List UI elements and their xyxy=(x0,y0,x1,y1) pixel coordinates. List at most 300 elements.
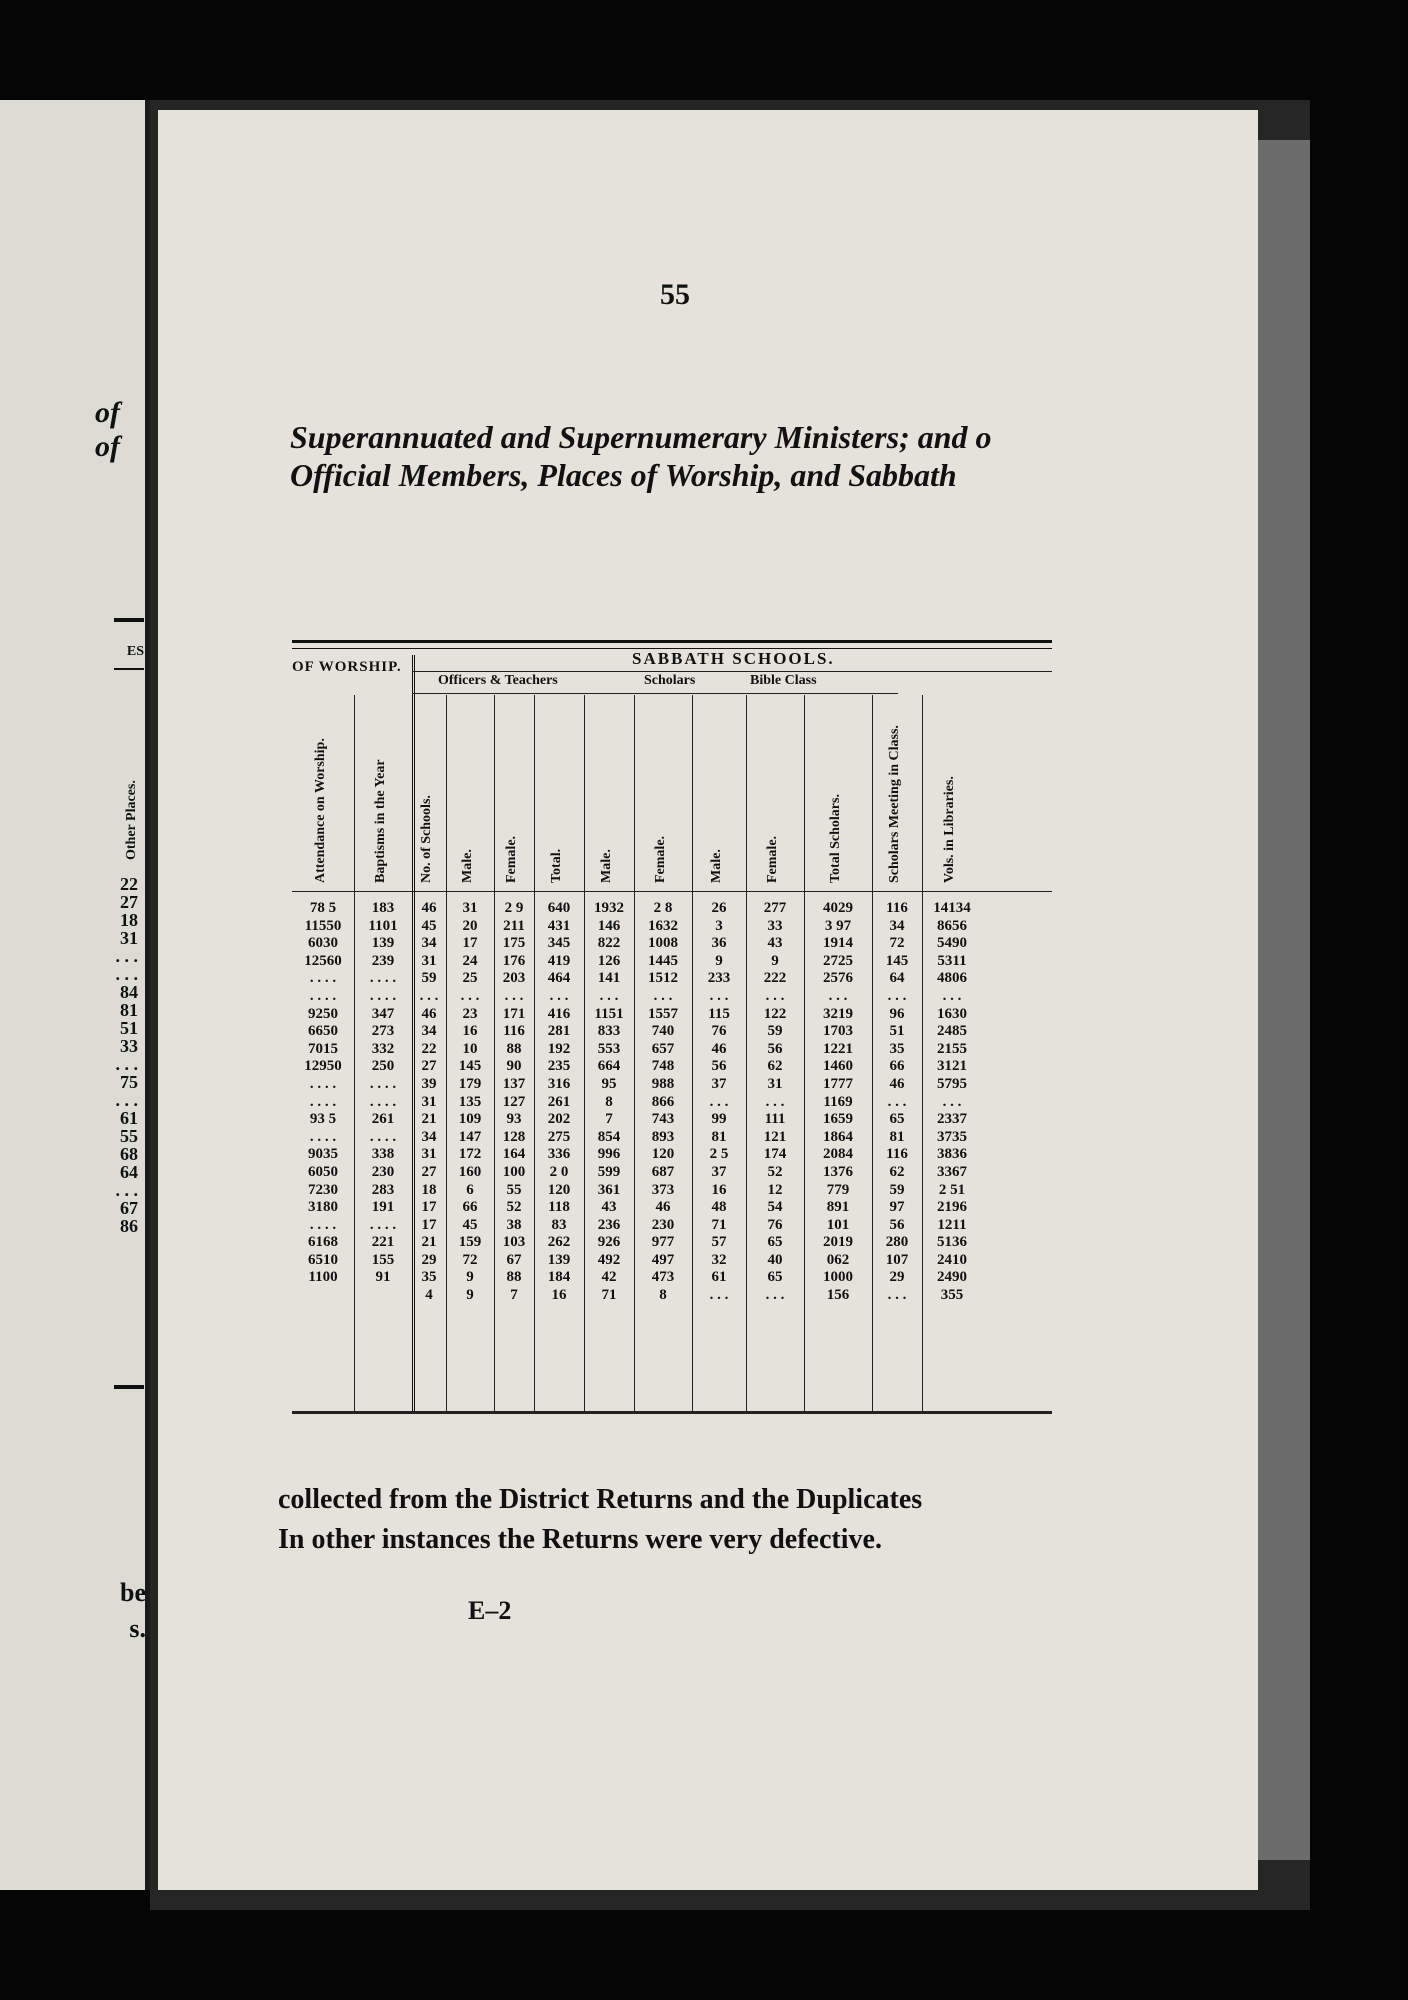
table-cell: 833 xyxy=(597,1023,621,1040)
left-value: 51 xyxy=(120,1018,138,1038)
column-header: Male. xyxy=(599,849,614,883)
table-cell: 1445 xyxy=(648,952,678,969)
table-cell: 2485 xyxy=(937,1023,967,1040)
table-cell: 46 xyxy=(421,900,437,916)
table-cell: 46 xyxy=(889,1075,905,1092)
table-cell: 6650 xyxy=(308,1023,338,1040)
table-cell: 262 xyxy=(547,1234,571,1251)
table-cell: 100 xyxy=(502,1163,526,1180)
column-header: Scholars Meeting in Class. xyxy=(887,725,902,883)
table-cell: 31 xyxy=(421,952,437,969)
table-cell: 31 xyxy=(421,1146,437,1163)
table-cell: 2155 xyxy=(937,1040,967,1057)
table-cell: 139 xyxy=(371,935,395,952)
table-cell: 062 xyxy=(826,1251,850,1268)
table-cell: 3836 xyxy=(937,1146,967,1163)
table-cell: 1211 xyxy=(937,1216,967,1233)
subheader-scholars: Scholars xyxy=(644,673,696,688)
table-cell: 3735 xyxy=(937,1128,967,1145)
table-cell: 3 97 xyxy=(824,917,852,934)
table-cell: 91 xyxy=(375,1269,391,1286)
table-cell: 250 xyxy=(371,1058,395,1075)
group-header-worship: OF WORSHIP. xyxy=(292,659,402,675)
left-value: 18 xyxy=(120,910,138,930)
table-cell: 1460 xyxy=(823,1058,853,1075)
column-header: Male. xyxy=(709,849,724,883)
table-cell: 211 xyxy=(503,917,525,934)
table-cell: 497 xyxy=(651,1251,675,1268)
table-cell: 9 xyxy=(466,1269,474,1286)
table-cell: 4 xyxy=(425,1287,433,1304)
table-cell: 492 xyxy=(597,1251,621,1268)
table-cell: . . . . xyxy=(369,1128,397,1145)
column-values xyxy=(354,900,412,1287)
table-cell: 10 xyxy=(462,1040,478,1057)
table-cell: 192 xyxy=(547,1040,571,1057)
table-cell: 2019 xyxy=(823,1234,853,1251)
table-cell: 640 xyxy=(547,900,571,916)
table-cell: . . . . xyxy=(369,1216,397,1233)
table-cell: 72 xyxy=(889,935,905,952)
column-header: Female. xyxy=(653,835,668,883)
table-cell: 61 xyxy=(711,1269,727,1286)
table-cell: 12950 xyxy=(304,1058,342,1075)
table-cell: 239 xyxy=(371,952,395,969)
table-cell: 5311 xyxy=(937,952,967,969)
table-cell: 116 xyxy=(886,900,908,916)
table-cell: 854 xyxy=(597,1128,621,1145)
table-cell: 64 xyxy=(889,970,905,987)
table-cell: 822 xyxy=(597,935,621,952)
table-cell: 16 xyxy=(462,1023,478,1040)
column-values xyxy=(494,900,534,1305)
group-header-sabbath: SABBATH SCHOOLS. xyxy=(632,649,835,668)
table-cell: 52 xyxy=(767,1163,783,1180)
table-cell: 261 xyxy=(371,1111,395,1128)
table-cell: 183 xyxy=(371,900,395,916)
table-cell: 1632 xyxy=(648,917,678,934)
table-cell: 235 xyxy=(547,1058,571,1075)
table-cell: 93 5 xyxy=(309,1111,337,1128)
table-cell: . . . xyxy=(504,987,524,1004)
table-cell: 16 xyxy=(551,1287,567,1304)
table-cell: 12560 xyxy=(304,952,342,969)
table-cell: 1777 xyxy=(823,1075,853,1092)
left-value: 68 xyxy=(120,1144,138,1164)
table-cell: 891 xyxy=(826,1199,850,1216)
column-values xyxy=(692,900,746,1305)
column-header: Attendance on Worship. xyxy=(313,738,328,883)
table-cell: 155 xyxy=(371,1251,395,1268)
left-value: 27 xyxy=(120,892,138,912)
table-cell: 1008 xyxy=(648,935,678,952)
table-cell: 139 xyxy=(547,1251,571,1268)
table-cell: 56 xyxy=(889,1216,905,1233)
table-cell: 687 xyxy=(651,1163,675,1180)
table-cell: 72 xyxy=(462,1251,478,1268)
left-rule-2 xyxy=(114,668,144,670)
table-cell: 4029 xyxy=(823,900,853,916)
left-value: 84 xyxy=(120,982,138,1002)
left-value: . . . xyxy=(115,1090,138,1110)
left-value: 33 xyxy=(120,1036,138,1056)
table-cell: 1100 xyxy=(308,1269,338,1286)
table-cell: 2410 xyxy=(937,1251,967,1268)
column-values xyxy=(412,900,446,1305)
table-cell: 21 xyxy=(421,1111,437,1128)
table-cell: 62 xyxy=(767,1058,783,1075)
table-cell: 419 xyxy=(547,952,571,969)
table-cell: 203 xyxy=(502,970,526,987)
table-cell: 57 xyxy=(711,1234,727,1251)
table-cell: 3 xyxy=(715,917,723,934)
table-cell: 281 xyxy=(547,1023,571,1040)
subheader-bible-class: Bible Class xyxy=(750,673,817,688)
table-cell: 2 5 xyxy=(709,1146,729,1163)
table-cell: 146 xyxy=(597,917,621,934)
table-cell: 54 xyxy=(767,1199,783,1216)
table-cell: 34 xyxy=(889,917,905,934)
table-cell: 222 xyxy=(763,970,787,987)
table-cell: 31 xyxy=(462,900,478,916)
table-cell: 137 xyxy=(502,1075,526,1092)
table-cell: 40 xyxy=(767,1251,783,1268)
table-cell: 275 xyxy=(547,1128,571,1145)
table-cell: 175 xyxy=(502,935,526,952)
table-cell: 664 xyxy=(597,1058,621,1075)
footnote-line-1: collected from the District Returns and the Duplicates xyxy=(278,1484,923,1515)
table-cell: . . . . xyxy=(309,1216,337,1233)
table-cell: 56 xyxy=(767,1040,783,1057)
table-cell: 2196 xyxy=(937,1199,967,1216)
table-cell: 18 xyxy=(421,1181,437,1198)
table-cell: 22 xyxy=(421,1040,437,1057)
table-cell: 96 xyxy=(889,1005,905,1022)
table-cell: 156 xyxy=(826,1287,850,1304)
table-bottom-rule xyxy=(292,1411,1052,1414)
table-cell: 11550 xyxy=(304,917,342,934)
table-cell: 35 xyxy=(421,1269,437,1286)
title-line-1: Superannuated and Supernumerary Ministers; and o xyxy=(290,419,992,455)
column-values xyxy=(804,900,872,1305)
table-cell: 95 xyxy=(601,1075,617,1092)
table-cell: 103 xyxy=(502,1234,526,1251)
table-cell: 1557 xyxy=(648,1005,678,1022)
table-cell: 120 xyxy=(651,1146,675,1163)
table-cell: 46 xyxy=(655,1199,671,1216)
table-cell: 71 xyxy=(711,1216,727,1233)
table-cell: 1169 xyxy=(823,1093,853,1110)
table-cell: 748 xyxy=(651,1058,675,1075)
table-cell: 2 51 xyxy=(938,1181,966,1198)
left-column-values xyxy=(98,875,138,1235)
column-header: Female. xyxy=(765,835,780,883)
table-cell: 174 xyxy=(763,1146,787,1163)
table-cell: . . . xyxy=(709,1093,729,1110)
table-cell: 141 xyxy=(597,970,621,987)
table-cell: 25 xyxy=(462,970,478,987)
table-cell: 4806 xyxy=(937,970,967,987)
table-cell: 361 xyxy=(597,1181,621,1198)
table-cell: 45 xyxy=(421,917,437,934)
table-cell: 6510 xyxy=(308,1251,338,1268)
table-cell: 473 xyxy=(651,1269,675,1286)
left-value: . . . xyxy=(115,964,138,984)
table-cell: 2337 xyxy=(937,1111,967,1128)
left-heading: ES xyxy=(126,644,144,659)
table-cell: 21 xyxy=(421,1234,437,1251)
table-cell: 6168 xyxy=(308,1234,338,1251)
left-bottom-line-1: be xyxy=(120,1578,146,1607)
table-cell: 111 xyxy=(764,1111,786,1128)
table-cell: . . . xyxy=(419,987,439,1004)
table-cell: 1512 xyxy=(648,970,678,987)
table-cell: 2084 xyxy=(823,1146,853,1163)
table-cell: 1376 xyxy=(823,1163,853,1180)
table-cell: . . . xyxy=(765,1093,785,1110)
table-cell: 65 xyxy=(889,1111,905,1128)
table-cell: 65 xyxy=(767,1269,783,1286)
table-cell: 118 xyxy=(548,1199,570,1216)
table-cell: 338 xyxy=(371,1146,395,1163)
left-italic-fragment-2: of xyxy=(95,430,120,463)
table-cell: 926 xyxy=(597,1234,621,1251)
table-cell: 17 xyxy=(421,1216,437,1233)
table-cell: 17 xyxy=(421,1199,437,1216)
table-cell: 1932 xyxy=(594,900,624,916)
table-cell: 230 xyxy=(371,1163,395,1180)
table-cell: 31 xyxy=(767,1075,783,1092)
column-values xyxy=(292,900,354,1287)
table-cell: 172 xyxy=(458,1146,482,1163)
table-cell: 147 xyxy=(458,1128,482,1145)
table-cell: 7230 xyxy=(308,1181,338,1198)
table-cell: . . . . xyxy=(369,987,397,1004)
table-cell: 81 xyxy=(889,1128,905,1145)
table-cell: 221 xyxy=(371,1234,395,1251)
table-cell: 116 xyxy=(886,1146,908,1163)
left-value: . . . xyxy=(115,1054,138,1074)
table-cell: 1659 xyxy=(823,1111,853,1128)
left-rule xyxy=(114,618,144,622)
table-cell: . . . xyxy=(460,987,480,1004)
table-cell: 179 xyxy=(458,1075,482,1092)
table-cell: 8656 xyxy=(937,917,967,934)
table-cell: 78 5 xyxy=(309,900,337,916)
table-cell: . . . . xyxy=(309,1128,337,1145)
table-cell: 35 xyxy=(889,1040,905,1057)
table-cell: 3219 xyxy=(823,1005,853,1022)
left-value: 31 xyxy=(120,928,138,948)
header-bottom-rule xyxy=(292,891,1052,892)
table-cell: . . . xyxy=(942,1093,962,1110)
table-cell: 26 xyxy=(711,900,727,916)
table-cell: 121 xyxy=(763,1128,787,1145)
left-value: 81 xyxy=(120,1000,138,1020)
table-cell: 7 xyxy=(510,1287,518,1304)
subgroup-rule xyxy=(412,693,624,694)
table-cell: 34 xyxy=(421,935,437,952)
table-cell: 31 xyxy=(421,1093,437,1110)
column-values xyxy=(746,900,804,1305)
left-column-label: Other Places. xyxy=(124,780,139,860)
table-cell: 76 xyxy=(767,1216,783,1233)
table-cell: 33 xyxy=(767,917,783,934)
table-cell: 3180 xyxy=(308,1199,338,1216)
table-cell: 171 xyxy=(502,1005,526,1022)
subgroup-rule xyxy=(412,671,1052,672)
table-cell: 29 xyxy=(421,1251,437,1268)
table-cell: 76 xyxy=(711,1023,727,1040)
table-cell: . . . xyxy=(709,987,729,1004)
table-cell: 3121 xyxy=(937,1058,967,1075)
table-cell: 336 xyxy=(547,1146,571,1163)
table-cell: . . . xyxy=(828,987,848,1004)
table-cell: 66 xyxy=(889,1058,905,1075)
table-cell: 347 xyxy=(371,1005,395,1022)
table-cell: . . . . xyxy=(309,987,337,1004)
table-cell: . . . xyxy=(765,987,785,1004)
table-cell: 431 xyxy=(547,917,571,934)
left-bottom-text xyxy=(120,1575,146,1647)
table-cell: 34 xyxy=(421,1023,437,1040)
table-cell: 1864 xyxy=(823,1128,853,1145)
table-cell: 236 xyxy=(597,1216,621,1233)
table-cell: 866 xyxy=(651,1093,675,1110)
table-cell: 7015 xyxy=(308,1040,338,1057)
table-cell: 1000 xyxy=(823,1269,853,1286)
column-values xyxy=(872,900,922,1305)
table-cell: 8 xyxy=(659,1287,667,1304)
table-cell: 145 xyxy=(885,952,909,969)
table-cell: 1221 xyxy=(823,1040,853,1057)
table-cell: . . . . xyxy=(309,1093,337,1110)
page-stack-edge xyxy=(1250,140,1310,1860)
table-cell: 9 xyxy=(715,952,723,969)
table-cell: 127 xyxy=(502,1093,526,1110)
table-cell: 464 xyxy=(547,970,571,987)
column-values xyxy=(534,900,584,1305)
table-cell: 9 xyxy=(771,952,779,969)
table-cell: 115 xyxy=(708,1005,730,1022)
table-cell: 657 xyxy=(651,1040,675,1057)
table-cell: 20 xyxy=(462,917,478,934)
table-cell: 373 xyxy=(651,1181,675,1198)
left-rule-bottom xyxy=(114,1385,144,1389)
left-value: 55 xyxy=(120,1126,138,1146)
table-cell: 67 xyxy=(506,1251,522,1268)
table-cell: 97 xyxy=(889,1199,905,1216)
table-cell: 332 xyxy=(371,1040,395,1057)
table-cell: 996 xyxy=(597,1146,621,1163)
table-cell: . . . . xyxy=(309,1075,337,1092)
table-cell: 37 xyxy=(711,1075,727,1092)
table-cell: 988 xyxy=(651,1075,675,1092)
table-cell: 37 xyxy=(711,1163,727,1180)
table-cell: 65 xyxy=(767,1234,783,1251)
table-cell: 230 xyxy=(651,1216,675,1233)
table-cell: 7 xyxy=(605,1111,613,1128)
column-values xyxy=(922,900,982,1305)
column-values xyxy=(634,900,692,1305)
table-cell: 1630 xyxy=(937,1005,967,1022)
table-cell: . . . . xyxy=(369,970,397,987)
signature-mark: E–2 xyxy=(468,1596,512,1625)
table-cell: 8 xyxy=(605,1093,613,1110)
table-cell: 2 8 xyxy=(653,900,673,916)
table-cell: . . . xyxy=(709,1287,729,1304)
table-cell: 283 xyxy=(371,1181,395,1198)
table-cell: 55 xyxy=(506,1181,522,1198)
column-values xyxy=(446,900,494,1305)
table-cell: 46 xyxy=(421,1005,437,1022)
table-cell: 101 xyxy=(826,1216,850,1233)
table-cell: 977 xyxy=(651,1234,675,1251)
table-cell: . . . . xyxy=(369,1075,397,1092)
table-cell: 23 xyxy=(462,1005,478,1022)
table-cell: 743 xyxy=(651,1111,675,1128)
table-cell: 29 xyxy=(889,1269,905,1286)
left-italic-fragment-1: of xyxy=(95,396,120,429)
table-cell: 59 xyxy=(421,970,437,987)
table-cell: 36 xyxy=(711,935,727,952)
table-cell: 553 xyxy=(597,1040,621,1057)
subheader-officers: Officers & Teachers xyxy=(438,673,558,688)
subgroup-rule xyxy=(732,693,898,694)
table-cell: 202 xyxy=(547,1111,571,1128)
table-cell: 120 xyxy=(547,1181,571,1198)
table-cell: 51 xyxy=(889,1023,905,1040)
table-cell: 6 xyxy=(466,1181,474,1198)
page-title xyxy=(290,418,992,494)
table-top-rule xyxy=(292,640,1052,643)
left-value: 67 xyxy=(120,1198,138,1218)
table-cell: . . . xyxy=(653,987,673,1004)
table-cell: . . . . xyxy=(369,1093,397,1110)
table-cell: 43 xyxy=(767,935,783,952)
table-cell: 280 xyxy=(885,1234,909,1251)
table-cell: 1914 xyxy=(823,935,853,952)
table-cell: 116 xyxy=(503,1023,525,1040)
table-cell: 3367 xyxy=(937,1163,967,1180)
left-page-fragment xyxy=(0,100,150,1890)
left-value: 22 xyxy=(120,874,138,894)
table-cell: 160 xyxy=(458,1163,482,1180)
table-cell: 122 xyxy=(763,1005,787,1022)
table-cell: 81 xyxy=(711,1128,727,1145)
table-cell: 59 xyxy=(889,1181,905,1198)
column-header: No. of Schools. xyxy=(419,795,434,883)
table-cell: 90 xyxy=(506,1058,522,1075)
table-cell: 416 xyxy=(547,1005,571,1022)
left-value: 75 xyxy=(120,1072,138,1092)
table-cell: 48 xyxy=(711,1199,727,1216)
table-cell: 159 xyxy=(458,1234,482,1251)
table-cell: 5490 xyxy=(937,935,967,952)
table-cell: . . . . xyxy=(309,970,337,987)
table-cell: 316 xyxy=(547,1075,571,1092)
table-cell: 62 xyxy=(889,1163,905,1180)
table-cell: 32 xyxy=(711,1251,727,1268)
table-cell: 83 xyxy=(551,1216,567,1233)
table-cell: 109 xyxy=(458,1111,482,1128)
table-cell: 93 xyxy=(506,1111,522,1128)
table-cell: 12 xyxy=(767,1181,783,1198)
table-cell: 135 xyxy=(458,1093,482,1110)
table-cell: 176 xyxy=(502,952,526,969)
table-cell: 56 xyxy=(711,1058,727,1075)
column-header: Male. xyxy=(460,849,475,883)
